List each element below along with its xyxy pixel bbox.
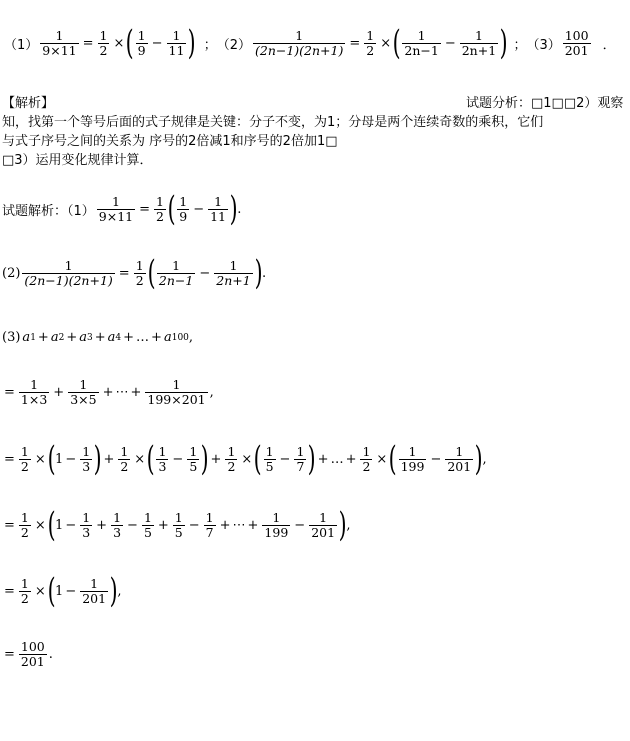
question-line: （1） $\frac{1}{9\times 11}$ = $\frac{1}{2}$ × ( $\frac{1}{9}$ − $\frac{1}{11}$ ) ； （2） $\frac{1}{(2n-1)(2n+1)}$ = $\frac{1}{2}$ × ( $\frac{1}{2n-1}$ − $\frac{1}{2n+1}$ ) ； （3） $\frac{100}{201}$ ． (4, 23, 616, 63)
fraction: $\frac{1}{3}$ (158, 443, 167, 474)
fraction: $\frac{1}{2}$ (20, 443, 29, 474)
fraction: $\frac{1}{2}$ (20, 509, 29, 540)
fraction: $\frac{1}{201}$ (447, 443, 472, 474)
analysis-line: 与式子序号之间的关系为 序号的2倍减1和序号的2倍加1□ (2, 134, 338, 149)
step-label: (3) (2, 330, 21, 345)
solution-step-4: = $\frac{1}{1\times 3}$ + $\frac{1}{3\times 5}$ + ⋯ + $\frac{1}{199\times 201}$ , (4, 377, 214, 407)
fraction: $\frac{1}{2}$ (156, 193, 164, 224)
fraction: $\frac{1}{11}$ (168, 27, 185, 58)
fraction: $\frac{1}{199\times 201}$ (147, 377, 206, 407)
fraction: $\frac{1}{3}$ (113, 509, 122, 540)
analysis-header: 【解析】 (2, 96, 55, 111)
step-label: (2) (2, 265, 21, 281)
fraction: $\frac{1}{7}$ (205, 509, 214, 540)
fraction: $\frac{1}{9\times 11}$ (98, 193, 134, 224)
fraction: $\frac{1}{9\times 11}$ (42, 27, 77, 58)
fraction: $\frac{100}{201}$ (20, 639, 45, 669)
fraction: $\frac{1}{2n+1}$ (461, 27, 497, 58)
part1-label: （1） (4, 37, 39, 53)
fraction: $\frac{1}{5}$ (174, 509, 183, 540)
fraction: $\frac{1}{9}$ (179, 193, 188, 224)
analysis-line: 知，找第一个等号后面的式子规律是关键：分子不变，为1；分母是两个连续奇数的乘积，它们 (2, 115, 544, 130)
solution-step-5: = $\frac{1}{2}$ × ( 1 − $\frac{1}{3}$ ) + $\frac{1}{2}$ × ( $\frac{1}{3}$ − $\frac{1}{5}$ ) + $\frac{1}{2}$ × ( $\frac{1}{5}$ − $\frac{1}{7}$ ) + … + $\frac{1}{2}$ × ( $\frac{1}{199}$ − $\frac{1}{201}$ ) , (4, 439, 487, 479)
part2-label: （2） (216, 37, 251, 53)
fraction: $\frac{1}{(2n-1)(2n+1)}$ (254, 27, 344, 58)
solution-result: = $\frac{100}{201}$ . (4, 639, 53, 669)
separator: ； (513, 37, 527, 53)
fraction: $\frac{1}{3\times 5}$ (70, 377, 97, 407)
fraction: $\frac{1}{201}$ (82, 575, 107, 606)
solution-step-6: = $\frac{1}{2}$ × ( 1 − $\frac{1}{3}$ + $\frac{1}{3}$ − $\frac{1}{5}$ + $\frac{1}{5}$ − $\frac{1}{7}$ + ⋯ + $\frac{1}{199}$ − $\frac{1}{201}$ ) , (4, 505, 351, 545)
fraction: $\frac{1}{2}$ (120, 443, 129, 474)
fraction: $\frac{1}{5}$ (189, 443, 198, 474)
fraction: $\frac{1}{199}$ (264, 509, 289, 540)
fraction: $\frac{1}{2}$ (20, 575, 29, 606)
solution-step-1: 试题解析：（1） $\frac{1}{9\times 11}$ = $\frac{1}{2}$ ( $\frac{1}{9}$ − $\frac{1}{11}$ ) . (2, 189, 242, 229)
fraction: $\frac{100}{201}$ (564, 27, 589, 58)
fraction: $\frac{1}{2}$ (366, 27, 375, 58)
fraction: $\frac{1}{11}$ (210, 193, 227, 224)
analysis-right-text: 试题分析：□1□□2）观察 (466, 96, 624, 111)
fraction: $\frac{1}{5}$ (143, 509, 152, 540)
fraction: $\frac{1}{1\times 3}$ (20, 377, 48, 407)
analysis-line: □3）运用变化规律计算． (2, 153, 153, 168)
fraction: $\frac{1}{201}$ (311, 509, 336, 540)
fraction: $\frac{1}{3}$ (82, 443, 91, 474)
fraction: $\frac{1}{9}$ (137, 27, 146, 58)
end-mark: ． (602, 37, 616, 53)
fraction: $\frac{1}{2}$ (99, 27, 108, 58)
solution-step-2: (2) $\frac{1}{(2n-1)(2n+1)}$ = $\frac{1}{2}$ ( $\frac{1}{2n-1}$ − $\frac{1}{2n+1}$ ) . (2, 253, 267, 293)
fraction: $\frac{1}{2}$ (362, 443, 371, 474)
fraction: $\frac{1}{2n+1}$ (216, 257, 251, 288)
fraction: $\frac{1}{2}$ (135, 257, 144, 288)
fraction: $\frac{1}{2n-1}$ (158, 257, 194, 288)
solution-intro: 试题解析：（1） (2, 203, 95, 219)
fraction: $\frac{1}{7}$ (296, 443, 305, 474)
fraction: $\frac{1}{(2n-1)(2n+1)}$ (24, 257, 113, 288)
fraction: $\frac{1}{5}$ (265, 443, 274, 474)
fraction: $\frac{1}{2}$ (227, 443, 236, 474)
separator: ； (203, 37, 217, 53)
solution-step-7: = $\frac{1}{2}$ × ( 1 − $\frac{1}{201}$ ) , (4, 571, 122, 611)
fraction: $\frac{1}{3}$ (82, 509, 91, 540)
fraction: $\frac{1}{2n-1}$ (404, 27, 439, 58)
part3-label: （3） (526, 37, 561, 53)
fraction: $\frac{1}{199}$ (400, 443, 425, 474)
solution-step-3: (3) a 1 + a 2 + a 3 + a 4 + … + a 100 , (2, 330, 194, 345)
